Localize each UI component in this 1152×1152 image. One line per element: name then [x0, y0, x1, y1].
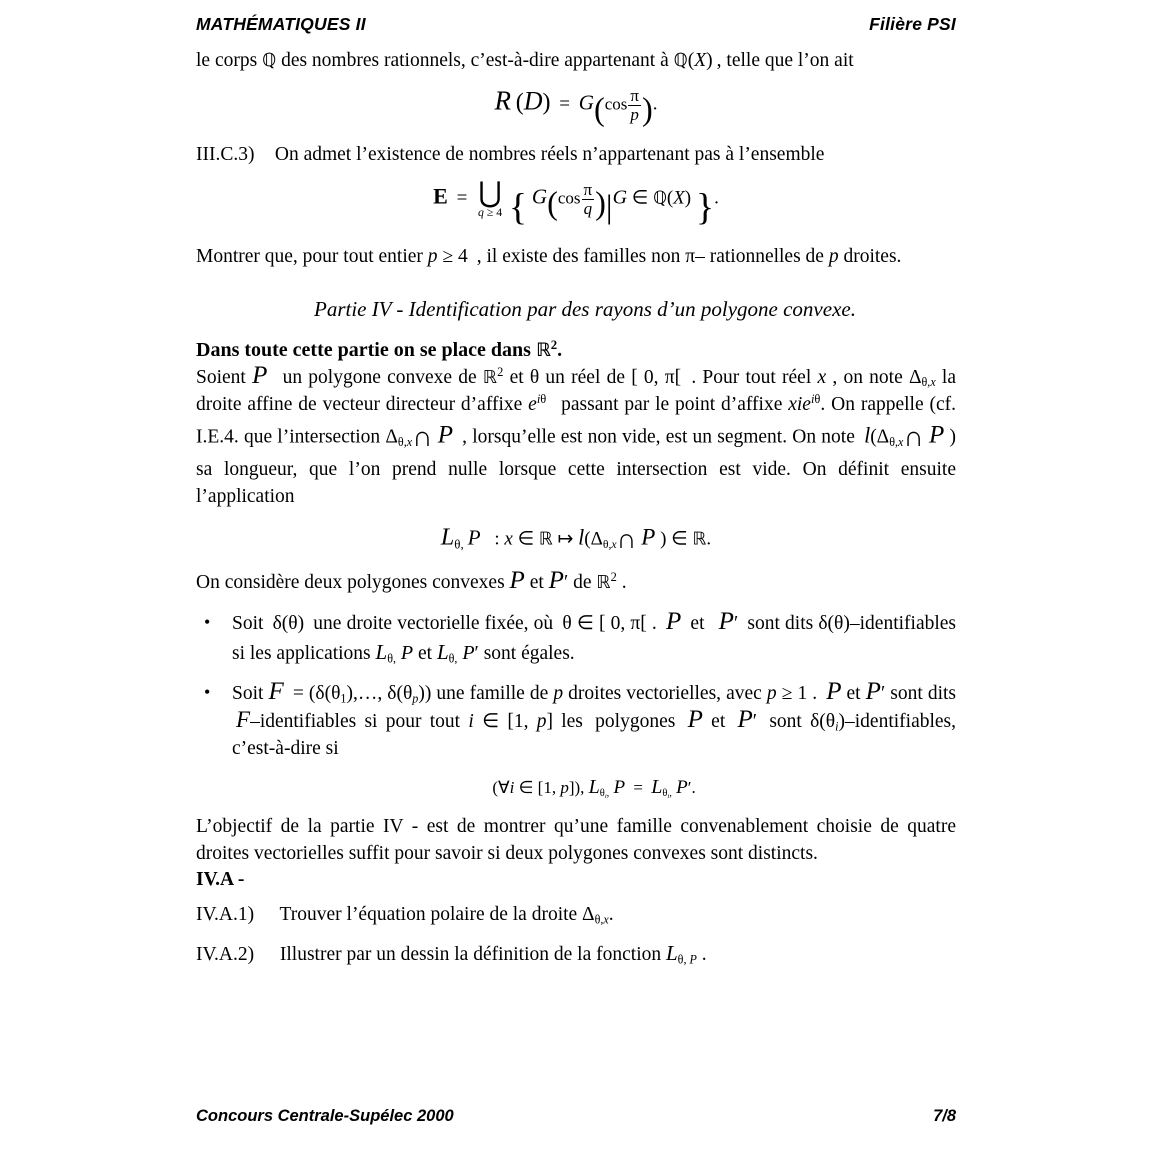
bullet-dot: • — [204, 681, 211, 702]
equation-R-D: R (D) = G(cos $\frac{\pi}{p}$ ). — [494, 85, 658, 127]
question-IV-A-1-label: IV.A.1) — [196, 904, 255, 926]
list-item: • Soit $F = (\delta(\theta_1),\dots$, $\delta(\theta_p)$) une famille de p droites vectorielles, avec p ≥ 1 . P et P′ sont dits F–identifiables si pour tout i ∈ [1, p] les polygones P et P′ sont $\delta(\theta_i)$–identifiables, c’est-à-dire si (∀i ∈ [1, p]), $L_{\theta_i,}$ $P = L_{\theta_i,}$ P′. — [196, 680, 956, 802]
page-header — [196, 14, 956, 35]
list-item: • Soit δ(θ) une droite vectorielle fixée, où θ ∈ [ 0, π[ . P et P′ sont dits δ(θ)–identifiables si les applications $L_{\theta,}$ P et $L_{\theta,}$ P′ sont égales. — [204, 608, 957, 666]
page-footer — [196, 1107, 956, 1126]
bullet-list — [196, 610, 956, 802]
question-IV-A-2-text: Illustrer par un dessin la définition de la fonction $L_{\theta, P}$ . — [279, 940, 707, 967]
question-IV-A-1 — [196, 902, 956, 929]
paragraph-deux-polygones: On considère deux polygones convexes P et P′ de ℝ$^2$ . — [196, 566, 627, 594]
footer-contest-name: Concours Centrale-Supélec 2000 — [196, 1107, 454, 1125]
question-IV-A-2 — [196, 939, 956, 969]
header-left-title: MATHÉMATIQUES II — [196, 14, 366, 34]
paragraph-top: le corps ℚ des nombres rationnels, c’est-à-dire appartenant à ℚ(X) , telle que l’on ait — [196, 50, 854, 71]
question-III-C-3-text: On admet l’existence de nombres réels n’appartenant pas à l’ensemble — [274, 143, 825, 165]
part-iv-title: Partie IV - Identification par des rayons d’un polygone convexe. — [314, 296, 856, 321]
equation-L-theta-P: $L_{\theta,}$ P : x ∈ ℝ ↦ $l(\Delta_{\theta,x}\cap$ P ) ∈ ℝ. — [440, 522, 712, 554]
question-III-C-3-label: III.C.3) — [196, 143, 255, 165]
question-IV-A-1-text: Trouver l’équation polaire de la droite $\Delta_{\theta,x}$. — [279, 904, 614, 927]
section-IV-A: IV.A - — [196, 869, 245, 891]
question-IV-A-2-label: IV.A.2) — [196, 943, 255, 965]
bold-intro-line: Dans toute cette partie on se place dans ℝ$^2$. — [196, 337, 563, 361]
paragraph-objectif: L’objectif de la partie IV - est de montrer qu’une famille convenablement choisie de quatre droites vectorielles suffit pour savoir si deux polygones convexes sont distincts. — [196, 815, 956, 864]
question-III-C-3 — [196, 142, 956, 169]
header-right-filiere: Filière PSI — [869, 14, 956, 34]
equation-forall-i: (∀i ∈ [1, p]), $L_{\theta_i,}$ $P = L_{\theta_i,}$ P′. — [492, 776, 696, 800]
paragraph-montrer-que: Montrer que, pour tout entier p ≥ 4 , il existe des familles non π– rationnelles de p droites. — [196, 245, 902, 267]
equation-E-set: Ε = ⋃ q ≥ 4 { G(cos $\frac{\pi}{q}$ )|G ∈ ℚ(X) }. — [433, 178, 719, 229]
bullet-dot: • — [204, 612, 211, 633]
footer-page-number: 7/8 — [933, 1107, 956, 1125]
paragraph-soient: Soient P un polygone convexe de ℝ$^2$ et θ un réel de [ 0, π[ . Pour tout réel x , on note $\Delta_{\theta,x}$ la droite affine de vecteur directeur d’affixe $e^{i\theta}$ passant par le point d’affixe xie$^{i\theta}$. On rappelle (cf. I.E.4. que l’intersection $\Delta_{\theta,x}\cap$ P , lorsqu’elle est non vide, est un segment. On note $l(\Delta_{\theta,x}\cap$ P ) sa longueur, que l’on prend nulle lorsque cette intersection est vide. On définit ensuite l’application — [196, 361, 956, 508]
document-content — [196, 48, 956, 969]
